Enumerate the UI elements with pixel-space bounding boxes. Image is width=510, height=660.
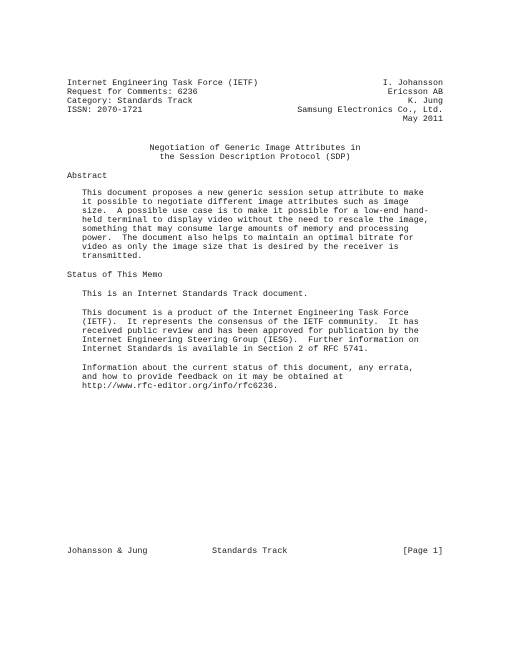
status-line: This document is a product of the Internet Engineering Task Force bbox=[82, 308, 409, 318]
document-title: the Session Description Protocol (SDP) bbox=[159, 152, 351, 162]
header-left-line: Request for Comments: 6236 bbox=[67, 87, 198, 97]
status-line: This is an Internet Standards Track document. bbox=[82, 289, 309, 299]
footer-page-number: [Page 1] bbox=[402, 546, 443, 556]
abstract-heading: Abstract bbox=[67, 171, 108, 181]
status-line: Internet Standards is available in Section 2 of RFC 5741. bbox=[82, 344, 369, 354]
header-right-line: I. Johansson bbox=[382, 78, 443, 88]
abstract-line: size. A possible use case is to make it possible for a low-end hand- bbox=[82, 206, 429, 216]
footer-category: Standards Track bbox=[212, 546, 288, 556]
document-title: Negotiation of Generic Image Attributes in bbox=[149, 143, 361, 153]
abstract-line: video as only the image size that is desired by the receiver is bbox=[82, 242, 399, 252]
footer-authors: Johansson & Jung bbox=[67, 546, 148, 556]
header-right-line: Ericsson AB bbox=[387, 87, 443, 97]
header-left-line: ISSN: 2070-1721 bbox=[67, 105, 143, 115]
status-line: Information about the current status of this document, any errata, bbox=[82, 363, 414, 373]
status-line: (IETF). It represents the consensus of the IETF community. It has bbox=[82, 317, 419, 327]
status-line: Internet Engineering Steering Group (IESG). Further information on bbox=[82, 335, 419, 345]
header-left-line: Category: Standards Track bbox=[67, 96, 193, 106]
header-left-line: Internet Engineering Task Force (IETF) bbox=[67, 78, 258, 88]
abstract-line: held terminal to display video without the need to rescale the image, bbox=[82, 215, 429, 225]
header-right-line: May 2011 bbox=[402, 114, 443, 124]
status-line: and how to provide feedback on it may be obtained at bbox=[82, 372, 344, 382]
abstract-line: transmitted. bbox=[82, 251, 143, 261]
abstract-line: something that may consume large amounts of memory and processing bbox=[82, 224, 409, 234]
rfc-info-link[interactable]: http://www.rfc-editor.org/info/rfc6236. bbox=[82, 381, 279, 391]
abstract-line: This document proposes a new generic session setup attribute to make bbox=[82, 188, 424, 198]
status-line: received public review and has been approved for publication by the bbox=[82, 326, 419, 336]
abstract-line: power. The document also helps to maintain an optimal bitrate for bbox=[82, 233, 414, 243]
header-right-line: Samsung Electronics Co., Ltd. bbox=[297, 105, 443, 115]
status-heading: Status of This Memo bbox=[67, 270, 163, 280]
abstract-line: it possible to negotiate different image attributes such as image bbox=[82, 197, 409, 207]
header-right-line: K. Jung bbox=[407, 96, 443, 106]
